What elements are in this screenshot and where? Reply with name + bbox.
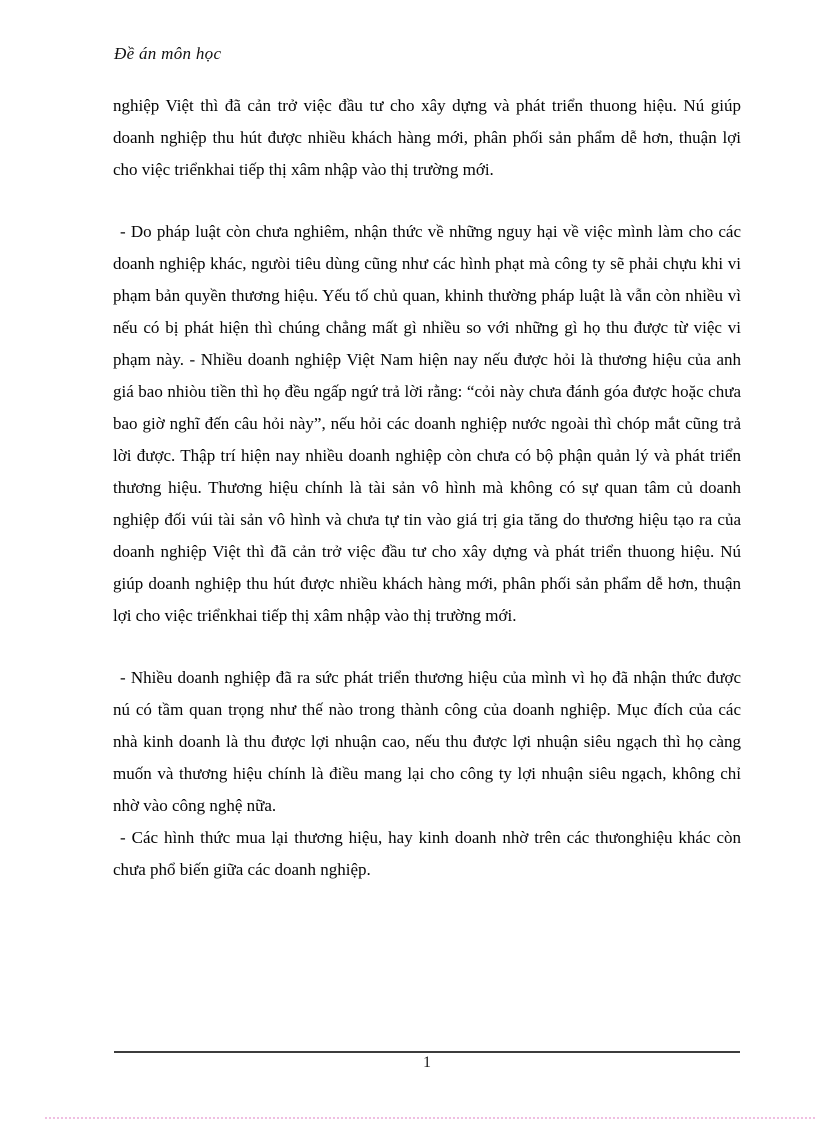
page-number: 1	[423, 1054, 431, 1071]
paragraph-bullet-acquisition: - Các hình thức mua lại thương hiệu, hay kinh doanh nhờ trên các thưonghiệu khác còn chưa phổ biến giữa các doanh nghiệp.	[113, 828, 741, 879]
page-header: Đề án môn học	[114, 44, 222, 63]
paragraph-continued: nghiệp Việt thì đã cản trở việc đầu tư cho xây dựng và phát triển thuong hiệu. Nú giúp doanh nghiệp thu hút được nhiều khách hàng mới, phân phối sản phẩm dễ hơn, thuận lợi cho việc triểnkhai tiếp thị xâm nhập vào thị trường mới.	[113, 96, 741, 179]
document-body	[113, 90, 741, 886]
paragraph-bullet-development: - Nhiều doanh nghiệp đã ra sức phát triển thương hiệu của mình vì họ đã nhận thức được nú có tầm quan trọng như thế nào trong thành công của doanh nghiệp. Mục đích của các nhà kinh doanh là thu được lợi nhuận cao, nếu thu được lợi nhuận siêu ngạch thì họ càng muốn và thương hiệu chính là điều mang lại cho công ty lợi nhuận siêu ngạch, không chỉ nhờ vào công nghệ nữa.	[113, 668, 741, 815]
paragraph-bullet-law: - Do pháp luật còn chưa nghiêm, nhận thức về những nguy hại về việc mình làm cho các doanh nghiệp khác, ngưòi tiêu dùng cũng như các hình phạt mà công ty sẽ phải chựu khi vi phạm bản quyền thương hiệu. Yếu tố chủ quan, khinh thường pháp luật là vẫn còn nhiều vì nếu có bị phát hiện thì chúng chẳng mất gì nhiều so với những gì họ thu được từ việc vi phạm này. - Nhiều doanh nghiệp Việt Nam hiện nay nếu được hỏi là thương hiệu của anh giá bao nhiòu tiền thì họ đều ngấp ngứ trả lời rằng: “cỏi này chưa đánh góa được hoặc chưa bao giờ nghĩ đến câu hỏi này”, nếu hỏi các doanh nghiệp nước ngoài thì chóp mắt cũng trả lời được. Thập trí hiện nay nhiều doanh nghiệp còn chưa có bộ phận quản lý và phát triển thương hiệu. Thương hiệu chính là tài sản vô hình mà không có sự quan tâm củ doanh nghiệp đối vúi tài sản vô hình và chưa tự tin vào giá trị gia tăng do thương hiệu tạo ra của doanh nghiệp Việt thì đã cản trở việc đầu tư cho xây dựng và phát triển thuong hiệu. Nú giúp doanh nghiệp thu hút được nhiều khách hàng mới, phân phối sản phẩm dễ hơn, thuận lợi cho việc triểnkhai tiếp thị xâm nhập vào thị trường mới.	[113, 222, 741, 625]
footer-divider	[114, 1051, 740, 1053]
page-break-dotted-line	[45, 1117, 815, 1119]
